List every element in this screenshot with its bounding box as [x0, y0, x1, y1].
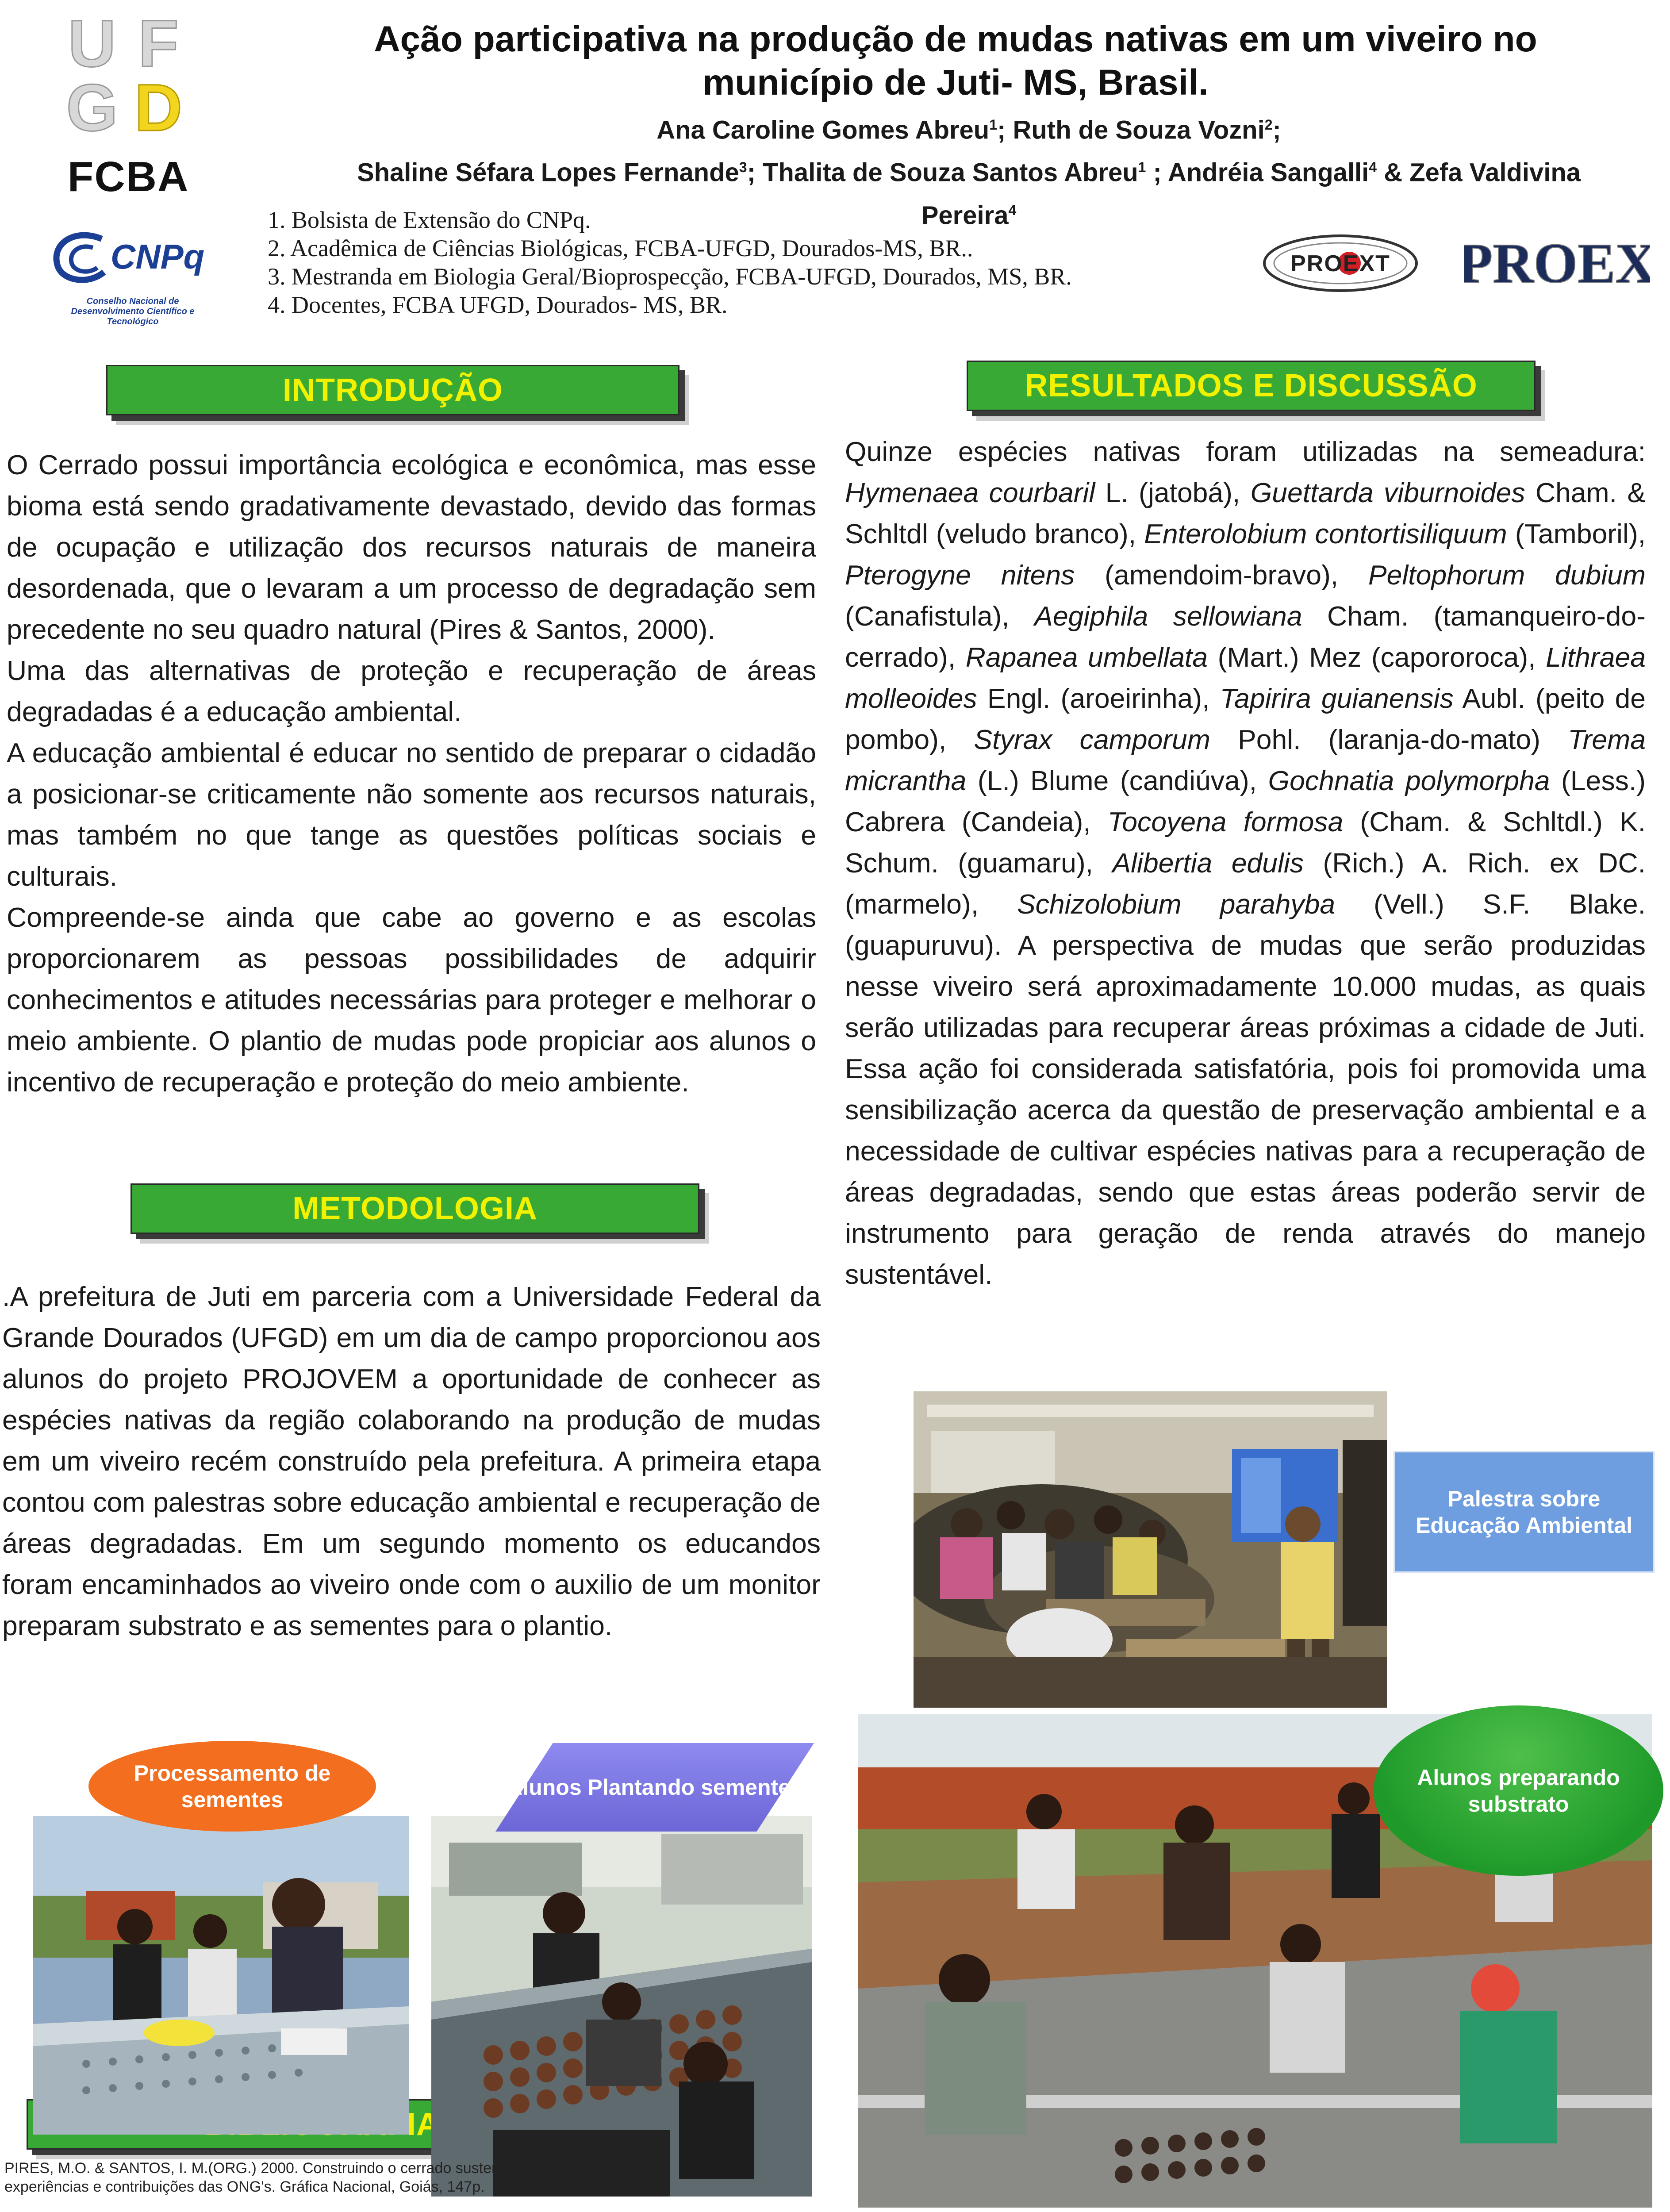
proex-logo [1464, 230, 1650, 296]
species-name: Hymenaea courbaril [845, 477, 1095, 508]
species-name: Trema micrantha [845, 724, 1646, 796]
species-name: Enterolobium contortisiliquum [1144, 518, 1507, 549]
species-name: Peltophorum dubium [1368, 560, 1646, 591]
affiliations [268, 206, 1285, 319]
resultados-text [845, 431, 1646, 1295]
results-text-segment: (Canafistula), [845, 601, 1035, 632]
species-name: Rapanea umbellata [965, 642, 1208, 673]
fcba-logo: FCBA [67, 153, 189, 200]
title-line-2: município de Juti- MS, Brasil. [703, 62, 1209, 103]
intro-paragraph-2: Uma das alternativas de proteção e recuperação de áreas degradadas é a educação ambiental. [7, 655, 816, 727]
proex-wordmark: PROEX [1464, 232, 1650, 295]
section-header-resultados: RESULTADOS E DISCUSSÃO [967, 361, 1536, 411]
results-text-segment: (L.) Blume (candiúva), [966, 765, 1268, 796]
svg-text:D: D [134, 70, 183, 137]
results-text-segment: Pohl. (laranja-do-mato) [1210, 724, 1568, 755]
svg-text:U: U [68, 9, 116, 81]
bibliography-reference: PIRES, M.O. & SANTOS, I. M.(ORG.) 2000. Construindo o cerrado sustentável: experiências e contribuições das ONG's. Gráfica Nacional, Goiás, 147p. [4, 2160, 536, 2195]
results-text-segment: Cham. (tamanqueiro-do-cerrado), [845, 601, 1646, 673]
affiliation-1: 1. Bolsista de Extensão do CNPq. [268, 207, 591, 233]
species-name: Styrax camporum [974, 724, 1210, 755]
cnpq-logo [49, 230, 217, 326]
authors-line-3: Pereira$^4$ [921, 200, 1017, 230]
svg-text:G: G [66, 70, 118, 137]
results-text-segment: (amendoim-bravo), [1075, 560, 1368, 591]
cnpq-subtitle: Conselho Nacional de Desenvolvimento Científico e Tecnológico [71, 296, 195, 326]
species-name: Tapirira guianensis [1220, 683, 1454, 714]
metodologia-text [2, 1276, 821, 1647]
results-text-segment: Engl. (aroeirinha), [977, 683, 1220, 714]
poster-title [265, 18, 1646, 104]
intro-paragraph-4: Compreende-se ainda que cabe ao governo e as escolas proporcionarem as pessoas possibilidades de adquirir conhecimentos e atitudes necessárias para proteger e melhorar o meio ambiente. O plantio de mudas pode propiciar aos alunos o incentivo de recuperação e proteção do meio ambiente. [7, 902, 816, 1098]
results-text-segment: (Vell.) S.F. Blake. (guapuruvu). A perspectiva de mudas que serão produzidas nesse viveiro será aproximadamente 10.000 mudas, as quais serão utilizadas para recuperar áreas próximas a cidade de Juti. Essa ação foi considerada satisfatória, pois foi promovida uma sensibilização acerca da questão de preservação ambiental e a necessidade de cultivar espécies nativas para a recuperação de áreas degradadas, sendo que estas áreas poderão servir de instrumento para geração de renda através do manejo sustentável. [845, 889, 1646, 1290]
results-text-segment: (Rich.) A. Rich. ex DC. (marmelo), [845, 848, 1646, 920]
students-planting-photo [431, 1816, 812, 2197]
title-line-1: Ação participativa na produção de mudas nativas em um viveiro no [374, 19, 1537, 59]
intro-paragraph-1: O Cerrado possui importância ecológica e econômica, mas esse bioma está sendo gradativamente devastado, devido das formas de ocupação e utilização dos recursos naturais de maneira desordenada, que o levaram a um processo de degradação sem precedente no seu quadro natural (Pires & Santos, 2000). [7, 449, 816, 645]
seed-processing-photo [33, 1816, 409, 2135]
species-name: Lithraea molleoides [845, 642, 1646, 714]
cnpq-wordmark: CNPq [111, 237, 205, 276]
results-text-segment: Cham. & Schltdl (veludo branco), [845, 477, 1646, 549]
callout-plantando-label: Alunos Plantando sementes [507, 1775, 803, 1800]
results-text-segment: Quinze espécies nativas foram utilizadas na semeadura: [845, 436, 1646, 467]
section-header-introducao: INTRODUÇÃO [106, 365, 680, 415]
authors-line-1: Ana Caroline Gomes Abreu$^1$; Ruth de Souza Vozni$^2$; [656, 115, 1281, 145]
species-name: Pterogyne nitens [845, 560, 1075, 591]
methods-paragraph-1: .A prefeitura de Juti em parceria com a Universidade Federal da Grande Dourados (UFGD) em um dia de campo proporcionou aos alunos do projeto PROJOVEM a oportunidade de conhecer as espécies nativas da região colaborando na produção de mudas em um viveiro recém construído pela prefeitura. A primeira etapa contou com palestras sobre educação ambiental e recuperação de áreas degradadas. Em um segundo momento os educandos foram encaminhados ao viveiro onde com o auxilio de um monitor preparam substrato e as sementes para o plantio. [2, 1281, 821, 1641]
affiliation-3: 3. Mestranda em Biologia Geral/Bioprospecção, FCBA-UFGD, Dourados, MS, BR. [268, 263, 1072, 290]
results-text-segment: (Mart.) Mez (capororoca), [1208, 642, 1546, 673]
affiliation-4: 4. Docentes, FCBA UFGD, Dourados- MS, BR. [268, 292, 728, 318]
results-text-segment: L. (jatobá), [1095, 477, 1251, 508]
callout-plantando [495, 1743, 814, 1832]
ufgd-logo [58, 9, 195, 137]
callout-processamento: Processamento de sementes [88, 1741, 376, 1832]
intro-paragraph-3: A educação ambiental é educar no sentido de preparar o cidadão a posicionar-se criticamente não somente aos recursos naturais, mas também no que tange as questões políticas sociais e culturais. [7, 737, 816, 892]
species-name: Tocoyena formosa [1107, 806, 1344, 837]
introducao-text [7, 445, 816, 1103]
authors-line-2: Shaline Séfara Lopes Fernande$^3$; Thalita de Souza Santos Abreu$^1$ ; Andréia Sangalli$^4$ & Zefa Valdivina [357, 158, 1581, 187]
results-paragraph [845, 431, 1646, 1295]
species-name: Guettarda viburnoides [1250, 477, 1525, 508]
results-text-segment: (Less.) Cabrera (Candeia), [845, 765, 1646, 837]
section-header-metodologia: METODOLOGIA [131, 1183, 699, 1234]
species-name: Schizolobium parahyba [1017, 889, 1336, 920]
results-text-segment: (Cham. & Schltdl.) K. Schum. (guamaru), [845, 806, 1646, 879]
results-text-segment: Aubl. (peito de pombo), [845, 683, 1646, 755]
results-text-segment: (Tamboril), [1507, 518, 1646, 549]
classroom-lecture-photo [914, 1391, 1387, 1708]
callout-palestra: Palestra sobre Educação Ambiental [1394, 1451, 1655, 1573]
svg-text:F: F [138, 9, 179, 81]
species-name: Gochnatia polymorpha [1268, 765, 1550, 796]
affiliation-2: 2. Acadêmica de Ciências Biológicas, FCBA-UFGD, Dourados-MS, BR.. [268, 235, 973, 261]
species-name: Aegiphila sellowiana [1034, 601, 1302, 632]
proext-wordmark: PROEXT [1290, 251, 1390, 276]
callout-preparando: Alunos preparando substrato [1374, 1705, 1663, 1876]
species-name: Alibertia edulis [1112, 848, 1304, 879]
